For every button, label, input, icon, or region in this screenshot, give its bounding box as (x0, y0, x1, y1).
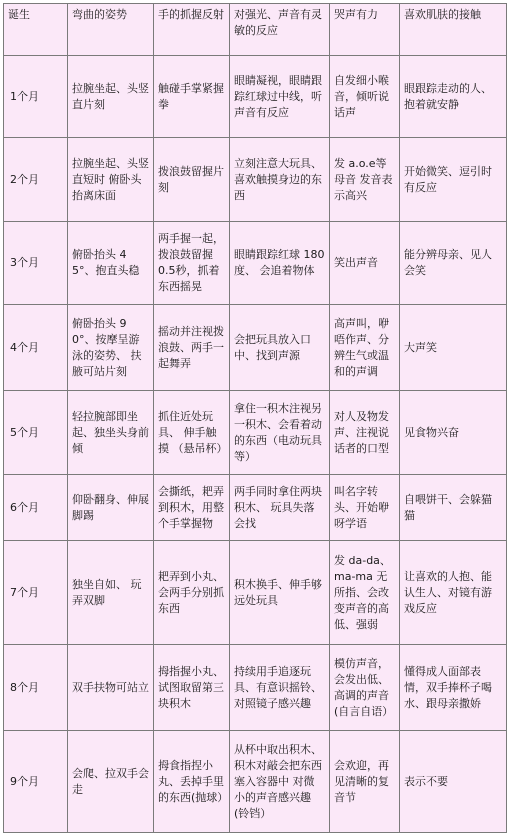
header-cell-touch: 喜欢肌肤的接触 (400, 4, 507, 56)
header-cell-cry: 哭声有力 (330, 4, 400, 56)
table-cell: 会欢迎，再见清晰的复音节 (330, 731, 400, 833)
table-row (4, 731, 507, 833)
table-row (4, 391, 507, 475)
table-cell: 见食物兴奋 (400, 391, 507, 475)
header-row (4, 4, 507, 56)
table-cell: 让喜欢的人抱、能认生人、对镜有游戏反应 (400, 541, 507, 645)
table-cell: 拨浪鼓留握片刻 (154, 138, 230, 222)
table-cell: 高声叫，咿唔作声、分辨生气或温和的声调 (330, 305, 400, 391)
table-cell: 会撕纸，耙弄到积木，用整个手掌握物 (154, 475, 230, 541)
table-cell: 拇食指捏小丸、丢掉手里的东西(抛球） (154, 731, 230, 833)
table-cell: 叫名字转头、开始咿呀学语 (330, 475, 400, 541)
table-cell: 耙弄到小丸、会两手分别抓东西 (154, 541, 230, 645)
table-cell: 俯卧抬头 45°、抱直头稳 (68, 222, 154, 305)
table-cell: 眼睛跟踪红球 180度、 会追着物体 (230, 222, 330, 305)
table-cell: 发 a.o.e等母音 发音表示高兴 (330, 138, 400, 222)
table-row (4, 305, 507, 391)
table-cell: 开始微笑、逗引时有反应 (400, 138, 507, 222)
table-cell: 持续用手追逐玩具、有意识摇铃、对照镜子感兴趣 (230, 645, 330, 731)
table-cell: 积木换手、伸手够远处玩具 (230, 541, 330, 645)
table-cell: 能分辨母亲、见人会笑 (400, 222, 507, 305)
table-cell: 眼跟踪走动的人、抱着就安静 (400, 56, 507, 138)
header-cell-posture: 弯曲的姿势 (68, 4, 154, 56)
table-cell: 双手扶物可站立 (68, 645, 154, 731)
header-cell-birth: 诞生 (4, 4, 68, 56)
table-cell: 拿住一积木注视另一积木、会看着动的东西（电动玩具等） (230, 391, 330, 475)
header-cell-light-sound: 对强光、声音有灵敏的反应 (230, 4, 330, 56)
header-cell-grasp: 手的抓握反射 (154, 4, 230, 56)
table-cell: 拉腕坐起、头竖直片刻 (68, 56, 154, 138)
table-cell-age: 4个月 (4, 305, 68, 391)
table-cell: 两手同时拿住两块积木、 玩具失落会找 (230, 475, 330, 541)
table-cell: 眼睛凝视，眼睛跟踪红球过中线，听声音有反应 (230, 56, 330, 138)
table-cell: 从杯中取出积木、积木对敲会把东西塞入容器中 对微小的声音感兴趣(铃铛） (230, 731, 330, 833)
table-cell: 俯卧抬头 90°、按摩呈游泳的姿势、 扶腋可站片刻 (68, 305, 154, 391)
table-cell-age: 5个月 (4, 391, 68, 475)
table-cell: 懂得成人面部表情，双手捧杯子喝水、跟母亲撒娇 (400, 645, 507, 731)
table-cell-age: 9个月 (4, 731, 68, 833)
table-cell: 会把玩具放入口中、找到声源 (230, 305, 330, 391)
table-cell: 大声笑 (400, 305, 507, 391)
table-cell: 对人及物发声、注视说话者的口型 (330, 391, 400, 475)
table-cell: 自发细小喉音，倾听说话声 (330, 56, 400, 138)
table-row (4, 222, 507, 305)
table-cell: 独坐自如、 玩弄双脚 (68, 541, 154, 645)
table-cell: 拇指握小丸、试图取留第三块积木 (154, 645, 230, 731)
table-row (4, 475, 507, 541)
table-cell-age: 7个月 (4, 541, 68, 645)
table-cell-age: 8个月 (4, 645, 68, 731)
table-cell: 立刻注意大玩具、喜欢触摸身边的东西 (230, 138, 330, 222)
table-row (4, 138, 507, 222)
table-cell: 笑出声音 (330, 222, 400, 305)
table-cell-age: 3个月 (4, 222, 68, 305)
table-cell: 仰卧翻身、伸展脚踢 (68, 475, 154, 541)
table-cell: 触碰手掌紧握拳 (154, 56, 230, 138)
table-row (4, 56, 507, 138)
table-cell-age: 2个月 (4, 138, 68, 222)
table-row (4, 645, 507, 731)
table-cell: 抓住近处玩具、 伸手触摸 （悬吊杯） (154, 391, 230, 475)
table-cell: 摇动并注视拨浪鼓、两手一起舞弄 (154, 305, 230, 391)
table-cell: 模仿声音，会发出低、高调的声音(自言自语） (330, 645, 400, 731)
table-row (4, 541, 507, 645)
table-cell: 表示不要 (400, 731, 507, 833)
table-cell-age: 6个月 (4, 475, 68, 541)
table-cell: 会爬、拉双手会走 (68, 731, 154, 833)
table-cell: 轻拉腕部即坐起、独坐头身前倾 (68, 391, 154, 475)
table-cell: 拉腕坐起、头竖直短时 俯卧头抬离床面 (68, 138, 154, 222)
table-cell-age: 1个月 (4, 56, 68, 138)
development-table (3, 3, 507, 833)
table-cell: 两手握一起，拨浪鼓留握 0.5秒，抓着东西摇晃 (154, 222, 230, 305)
table-cell: 发 da-da、ma-ma 无所指、会改变声音的高低、强弱 (330, 541, 400, 645)
table-cell: 自喂饼干、会躲猫猫 (400, 475, 507, 541)
